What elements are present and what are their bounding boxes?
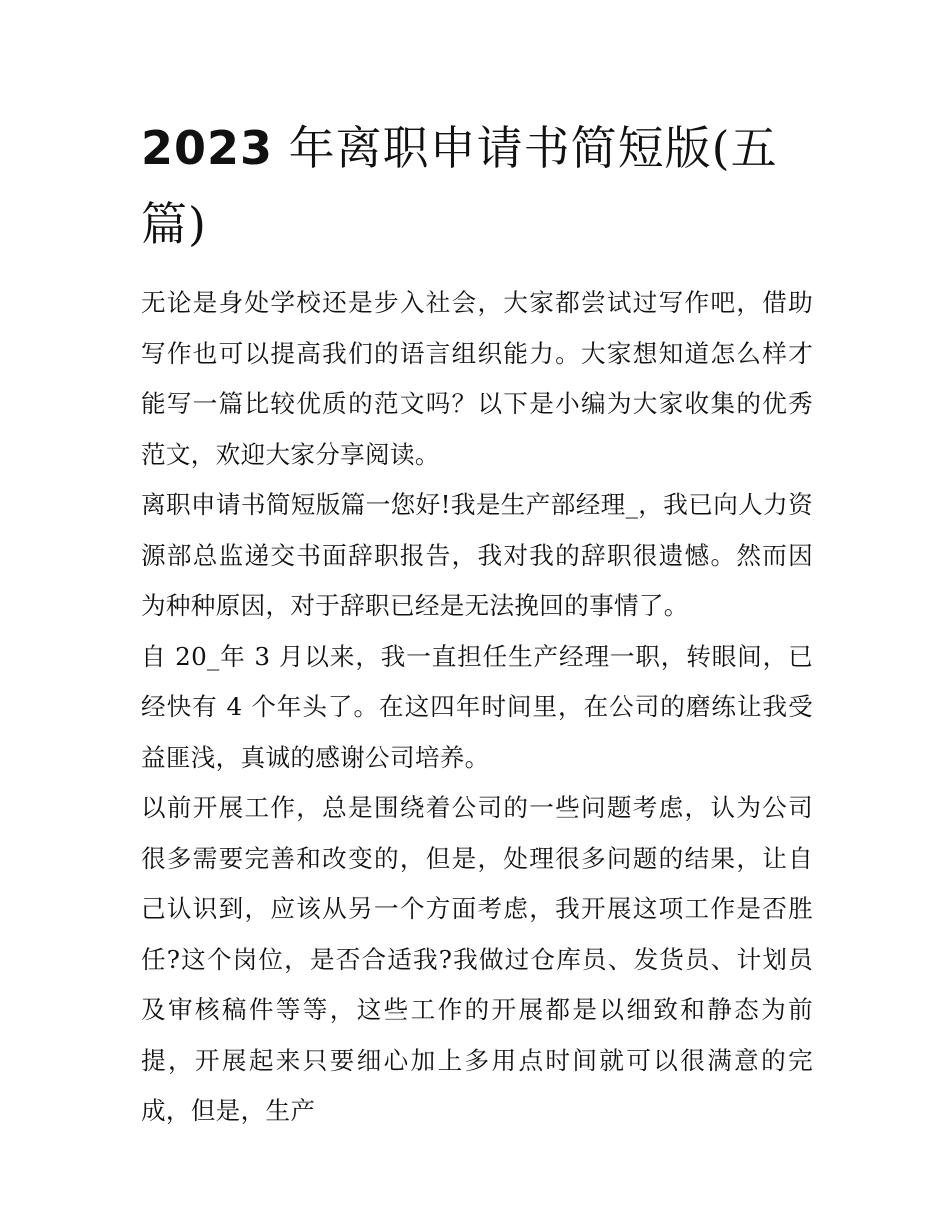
paragraph-reflection: 以前开展工作，总是围绕着公司的一些问题考虑，认为公司很多需要完善和改变的，但是，处理很多问题的结果，让自己认识到，应该从另一个方面考虑，我开展这项工作是否胜任?这个岗位，是否合适我?我做过仓库员、发货员、计划员及审核稿件等等，这些工作的开展都是以细致和静态为前提，开展起来只要细心加上多用点时间就可以很满意的完成，但是，生产	[141, 793, 813, 1125]
document-title	[141, 110, 821, 262]
paragraph-tenure: 自 20_年 3 月以来，我一直担任生产经理一职，转眼间，已经快有 4 个年头了。在这四年时间里，在公司的磨练让我受益匪浅，真诚的感谢公司培养。	[141, 641, 813, 772]
title-year: 2023	[141, 121, 274, 175]
title-text: 年离职申请书简短版(五篇)	[141, 121, 778, 251]
document-body	[141, 278, 813, 1137]
paragraph-letter-opening: 离职申请书简短版篇一您好!我是生产部经理_，我已向人力资源部总监递交书面辞职报告，我对我的辞职很遗憾。然而因为种种原因，对于辞职已经是无法挽回的事情了。	[141, 490, 813, 620]
paragraph-intro: 无论是身处学校还是步入社会，大家都尝试过写作吧，借助写作也可以提高我们的语言组织能力。大家想知道怎么样才能写一篇比较优质的范文吗？以下是小编为大家收集的优秀范文，欢迎大家分享阅读。	[141, 288, 813, 469]
